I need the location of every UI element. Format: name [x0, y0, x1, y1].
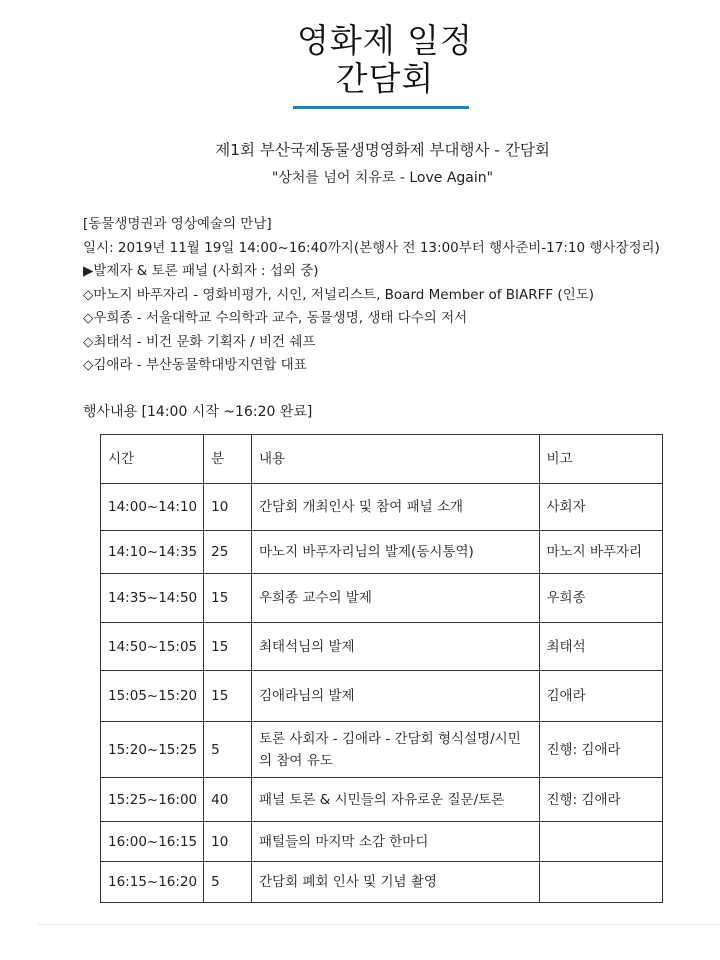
table-header-row [101, 435, 663, 484]
cell-note: 진행: 김애라 [539, 778, 662, 822]
panelist-item: ◇마노지 바푸자리 - 영화비평가, 시인, 저널리스트, Board Member of BIARFF (인도) [83, 286, 595, 303]
cell-note: 마노지 바푸자리 [539, 531, 662, 574]
cell-note: 우희종 [539, 574, 662, 623]
cell-time: 15:25~16:00 [101, 778, 204, 822]
cell-minutes: 5 [204, 862, 252, 903]
cell-note: 사회자 [539, 484, 662, 531]
column-header-time: 시간 [101, 435, 204, 484]
column-header-minutes: 분 [204, 435, 252, 484]
panelist-item: ◇김애라 - 부산동물학대방지연합 대표 [83, 357, 307, 373]
table-row [101, 722, 663, 778]
cell-time: 16:15~16:20 [101, 862, 204, 903]
table-row [101, 778, 663, 822]
cell-time: 14:00~14:10 [101, 484, 204, 531]
schedule-heading: 행사내용 [14:00 시작 ~16:20 완료] [83, 404, 313, 420]
cell-content: 간담회 폐회 인사 및 기념 촬영 [252, 862, 540, 903]
cell-note [539, 822, 662, 862]
footer-divider [38, 924, 720, 925]
cell-content: 패널 토론 & 시민들의 자유로운 질문/토론 [252, 778, 540, 822]
cell-content: 마노지 바푸자리님의 발제(동시통역) [252, 531, 540, 574]
column-header-content: 내용 [252, 435, 540, 484]
event-info [83, 213, 660, 378]
cell-minutes: 15 [204, 623, 252, 671]
cell-content: 패털들의 마지막 소감 한마디 [252, 822, 540, 862]
table-row [101, 822, 663, 862]
panelist-item: ◇우희종 - 서울대학교 수의학과 교수, 동물생명, 생태 다수의 저서 [83, 310, 468, 326]
cell-time: 14:10~14:35 [101, 531, 204, 574]
cell-minutes: 10 [204, 822, 252, 862]
cell-time: 15:20~15:25 [101, 722, 204, 778]
cell-minutes: 25 [204, 531, 252, 574]
event-datetime: 일시: 2019년 11월 19일 14:00~16:40까지(본행사 전 13:00부터 행사준비-17:10 행사장정리) [83, 239, 660, 256]
cell-minutes: 15 [204, 671, 252, 722]
column-header-note: 비고 [539, 435, 662, 484]
cell-time: 14:50~15:05 [101, 623, 204, 671]
page-subtitle-title: 간담회 [335, 59, 435, 98]
panel-heading: ▶발제자 & 토론 패널 (사회자 : 섭외 중) [83, 263, 319, 279]
cell-minutes: 15 [204, 574, 252, 623]
cell-minutes: 5 [204, 722, 252, 778]
table-row [101, 574, 663, 623]
table-row [101, 531, 663, 574]
cell-time: 15:05~15:20 [101, 671, 204, 722]
cell-minutes: 10 [204, 484, 252, 531]
title-underline [293, 106, 469, 109]
event-theme: [동물생명권과 영상예술의 만남] [83, 216, 272, 232]
cell-note: 김애라 [539, 671, 662, 722]
cell-note: 최태석 [539, 623, 662, 671]
cell-time: 14:35~14:50 [101, 574, 204, 623]
cell-content: 간담회 개최인사 및 참여 패널 소개 [252, 484, 540, 531]
table-row [101, 484, 663, 531]
table-row [101, 671, 663, 722]
cell-time: 16:00~16:15 [101, 822, 204, 862]
table-row [101, 623, 663, 671]
cell-note [539, 862, 662, 903]
cell-content: 토론 사회자 - 김애라 - 간담회 형식설명/시민의 참여 유도 [252, 722, 540, 778]
panelist-item: ◇최태석 - 비건 문화 기획자 / 비건 쉐프 [83, 333, 316, 350]
schedule-table [100, 434, 663, 903]
table-row [101, 862, 663, 903]
cell-note: 진행: 김애라 [539, 722, 662, 778]
cell-content: 우희종 교수의 발제 [252, 574, 540, 623]
event-tagline: "상처를 넘어 치유로 - Love Again" [271, 170, 494, 186]
event-name: 제1회 부산국제동물생명영화제 부대행사 - 간담회 [215, 141, 550, 159]
cell-content: 김애라님의 발제 [252, 671, 540, 722]
page-title: 영화제 일정 [297, 21, 473, 60]
cell-content: 최태석님의 발제 [252, 623, 540, 671]
cell-minutes: 40 [204, 778, 252, 822]
